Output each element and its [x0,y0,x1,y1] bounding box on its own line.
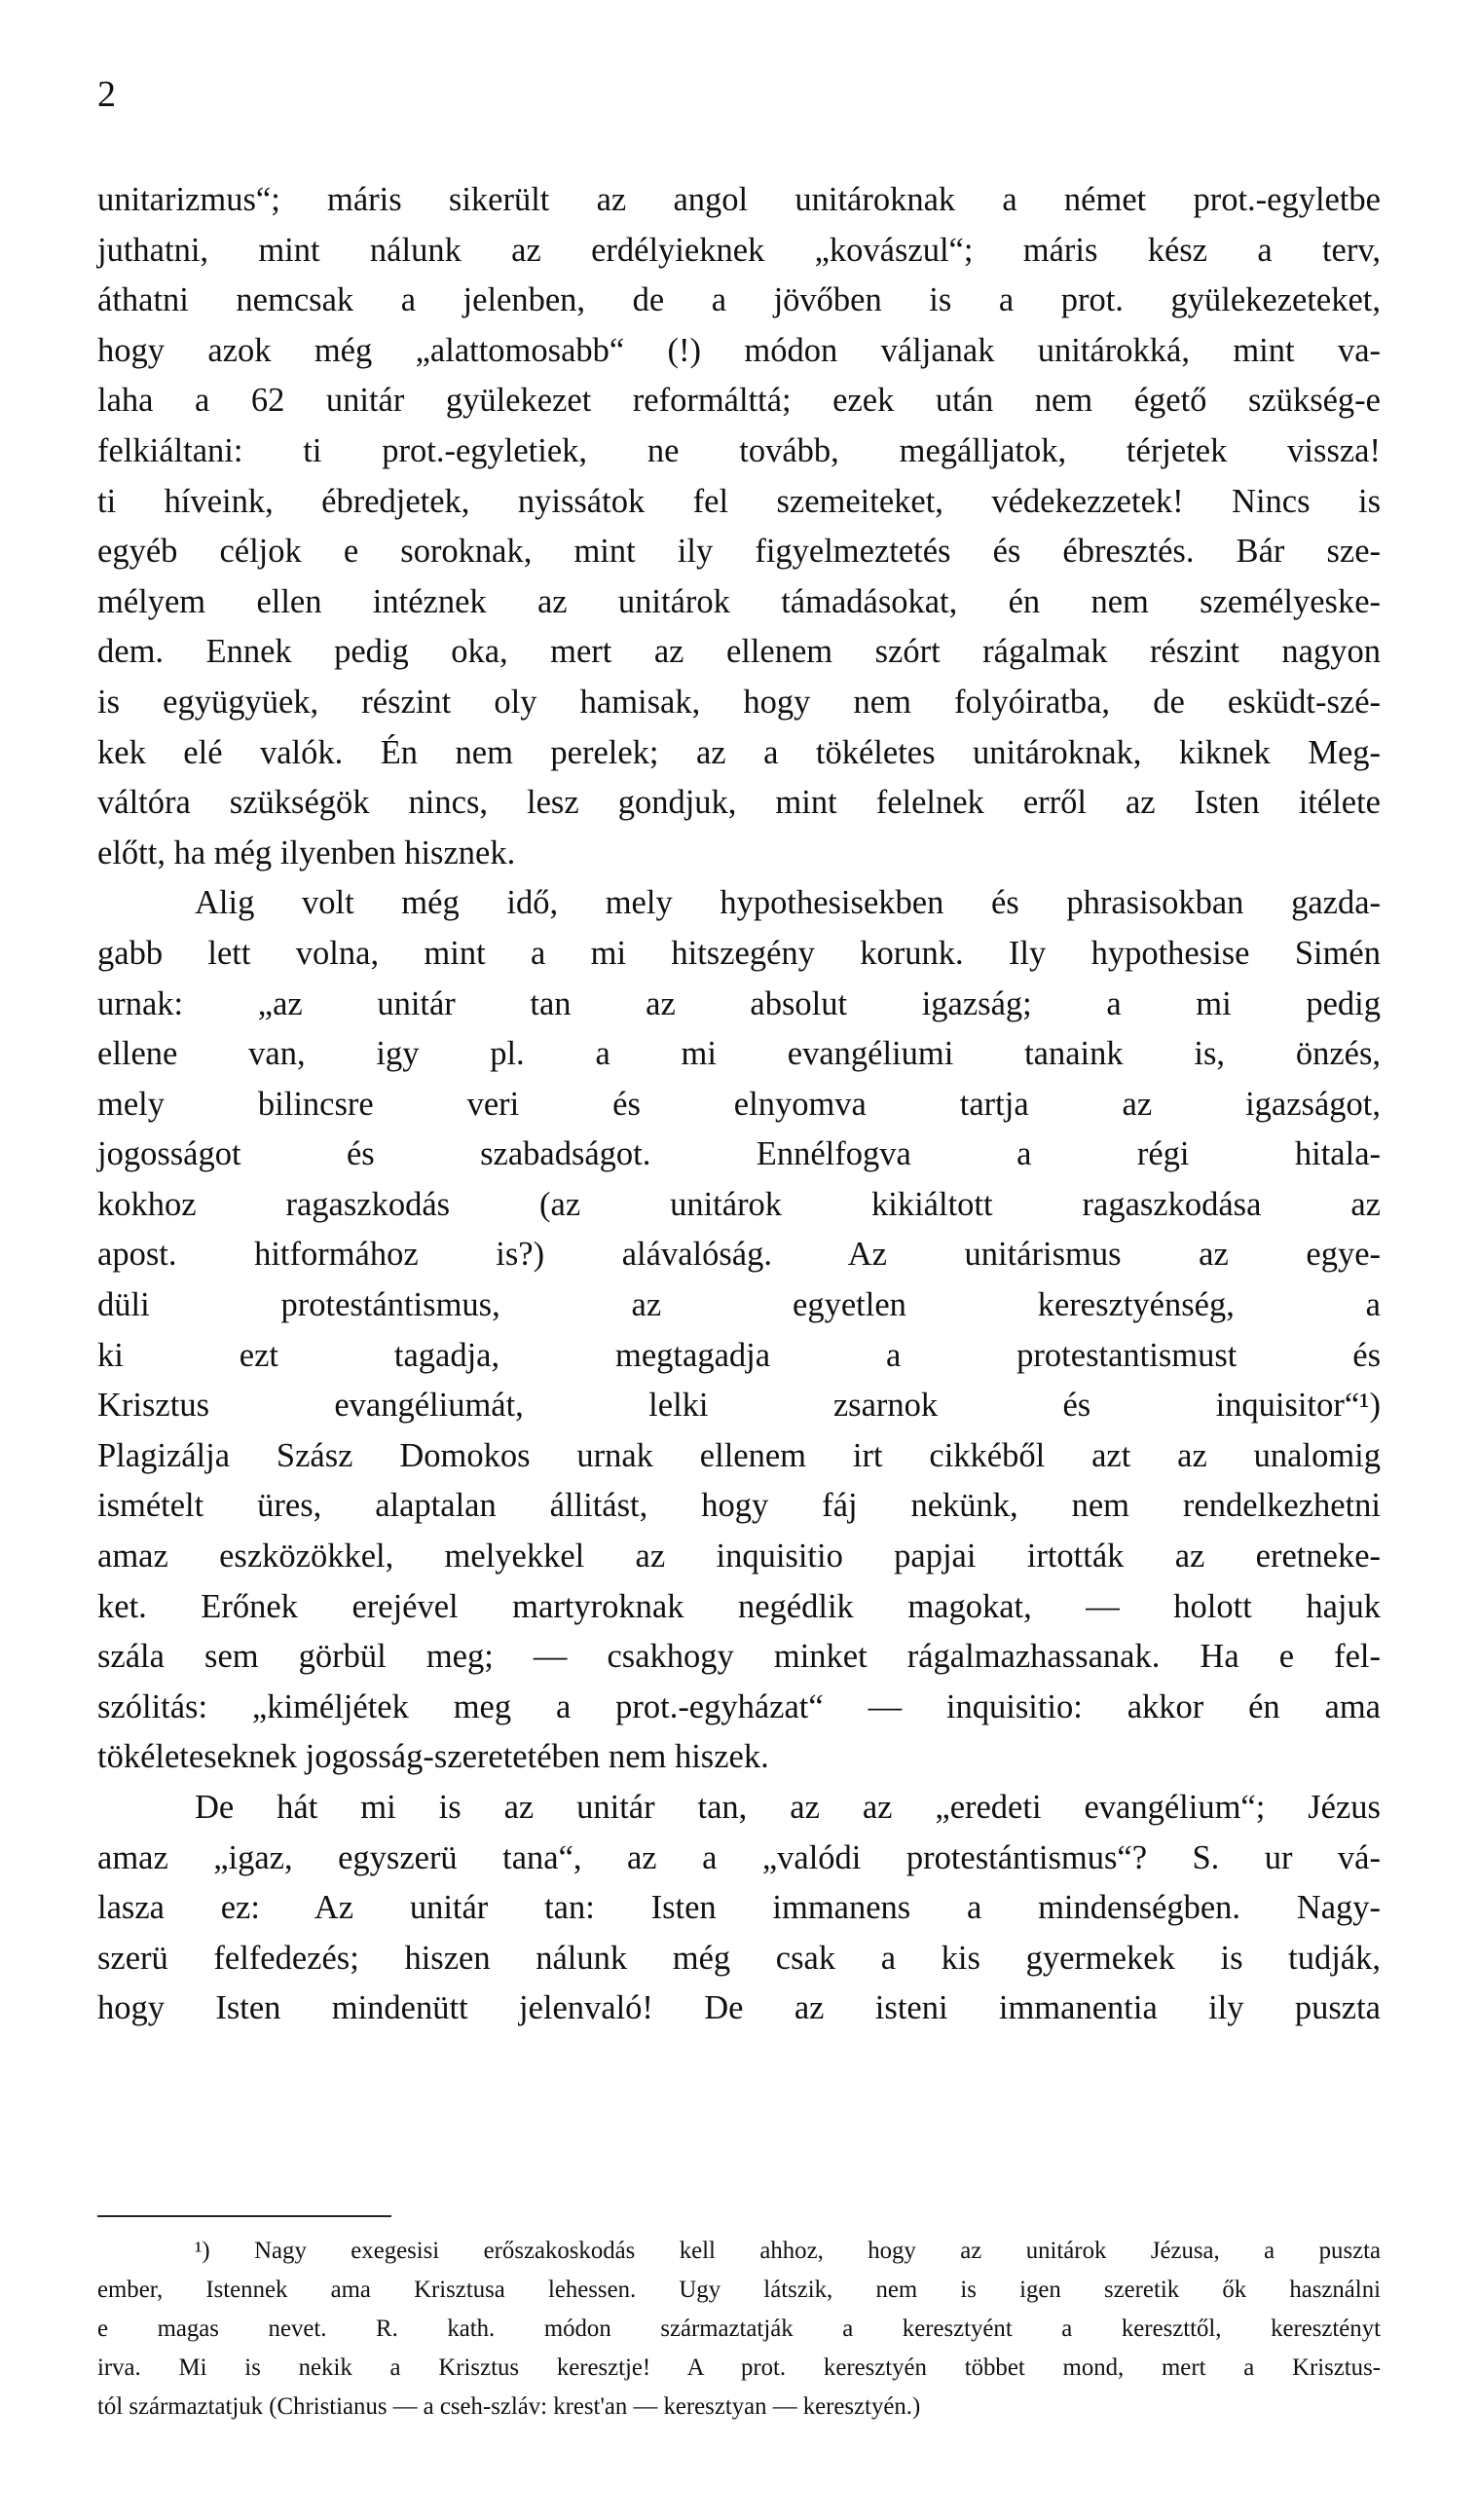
footnote-line: e magas nevet. R. kath. módon származtatják a keresztyént a kereszttől, keresztényt [97,2316,1381,2342]
body-line: Plagizálja Szász Domokos urnak ellenem irt cikkéből azt az unalomig [97,1436,1381,1474]
body-line: lasza ez: Az unitár tan: Isten immanens a mindenségben. Nagy- [97,1889,1381,1927]
footnote-line: ember, Istennek ama Krisztusa lehessen. Ugy látszik, nem is igen szeretik ők használni [97,2277,1381,2303]
body-line: juthatni, mint nálunk az erdélyieknek „kovászul“; máris kész a terv, [97,231,1381,269]
body-line: kokhoz ragaszkodás (az unitárok kikiáltott ragaszkodása az [97,1185,1381,1223]
body-line: düli protestántismus, az egyetlen keresztyénség, a [97,1286,1381,1324]
body-line: tökéleteseknek jogosság-szeretetében nem hiszek. [97,1738,769,1776]
footnote-line: tól származtatjuk (Christianus — a cseh-szláv: krest'an — keresztyan — keresztyén.) [97,2393,921,2420]
body-line: kek elé valók. Én nem perelek; az a tökéletes unitároknak, kiknek Meg- [97,733,1381,771]
body-line: egyéb céljok e soroknak, mint ily figyelmeztetés és ébresztés. Bár sze- [97,533,1381,571]
body-line: Krisztus evangéliumát, lelki zsarnok és inquisitor“¹) [97,1387,1381,1425]
body-line: ismételt üres, alaptalan állitást, hogy fáj nekünk, nem rendelkezhetni [97,1487,1381,1525]
body-line: szála sem görbül meg; — csakhogy minket rágalmazhassanak. Ha e fel- [97,1638,1381,1676]
footnote-line: irva. Mi is nekik a Krisztus keresztje! A prot. keresztyén többet mond, mert a Krisztus- [97,2354,1381,2381]
body-line: Alig volt még idő, mely hypothesisekben és phrasisokban gazda- [195,884,1381,922]
body-line: szerü felfedezés; hiszen nálunk még csak a kis gyermekek is tudják, [97,1939,1381,1977]
body-line: szólitás: „kiméljétek meg a prot.-egyházat“ — inquisitio: akkor én ama [97,1687,1381,1725]
body-line: unitarizmus“; máris sikerült az angol unitároknak a német prot.-egyletbe [97,181,1381,218]
footnote-line: ¹) Nagy exegesisi erőszakoskodás kell ahhoz, hogy az unitárok Jézusa, a puszta [195,2238,1381,2264]
body-line: gabb lett volna, mint a mi hitszegény korunk. Ily hypothesise Simén [97,934,1381,972]
footnote [97,2232,1381,2427]
body-line: áthatni nemcsak a jelenben, de a jövőben is a prot. gyülekezeteket, [97,281,1381,319]
body-line: amaz eszközökkel, melyekkel az inquisitio papjai irtották az eretneke- [97,1538,1381,1575]
body-text [97,175,1381,2034]
footnote-divider [97,2215,391,2217]
body-line: urnak: „az unitár tan az absolut igazság; a mi pedig [97,984,1381,1022]
body-line: laha a 62 unitár gyülekezet reformálttá; ezek után nem égető szükség-e [97,382,1381,420]
body-line: ket. Erőnek erejével martyroknak negédlik magokat, — holott hajuk [97,1587,1381,1625]
body-line: előtt, ha még ilyenben hisznek. [97,834,516,871]
body-line: jogosságot és szabadságot. Ennélfogva a régi hitala- [97,1135,1381,1173]
page-number: 2 [97,74,116,115]
body-line: ti híveink, ébredjetek, nyissátok fel szemeiteket, védekezzetek! Nincs is [97,482,1381,520]
body-line: apost. hitformához is?) alávalóság. Az unitárismus az egye- [97,1236,1381,1274]
body-line: is együgyüek, részint oly hamisak, hogy nem folyóiratba, de esküdt-szé- [97,683,1381,721]
body-line: hogy Isten mindenütt jelenvaló! De az isteni immanentia ily puszta [97,1989,1381,2027]
body-line: ellene van, igy pl. a mi evangéliumi tanaink is, önzés, [97,1035,1381,1073]
body-line: mely bilincsre veri és elnyomva tartja az igazságot, [97,1085,1381,1123]
body-line: amaz „igaz, egyszerü tana“, az a „valódi protestántismus“? S. ur vá- [97,1838,1381,1876]
body-line: váltóra szükségök nincs, lesz gondjuk, mint felelnek erről az Isten itélete [97,784,1381,822]
body-line: hogy azok még „alattomosabb“ (!) módon váljanak unitárokká, mint va- [97,331,1381,369]
body-line: De hát mi is az unitár tan, az az „eredeti evangélium“; Jézus [195,1789,1381,1826]
body-line: mélyem ellen intéznek az unitárok támadásokat, én nem személyeske- [97,582,1381,620]
body-line: ki ezt tagadja, megtagadja a protestantismust és [97,1336,1381,1374]
body-line: felkiáltani: ti prot.-egyletiek, ne tovább, megálljatok, térjetek vissza! [97,431,1381,469]
body-line: dem. Ennek pedig oka, mert az ellenem szórt rágalmak részint nagyon [97,633,1381,671]
